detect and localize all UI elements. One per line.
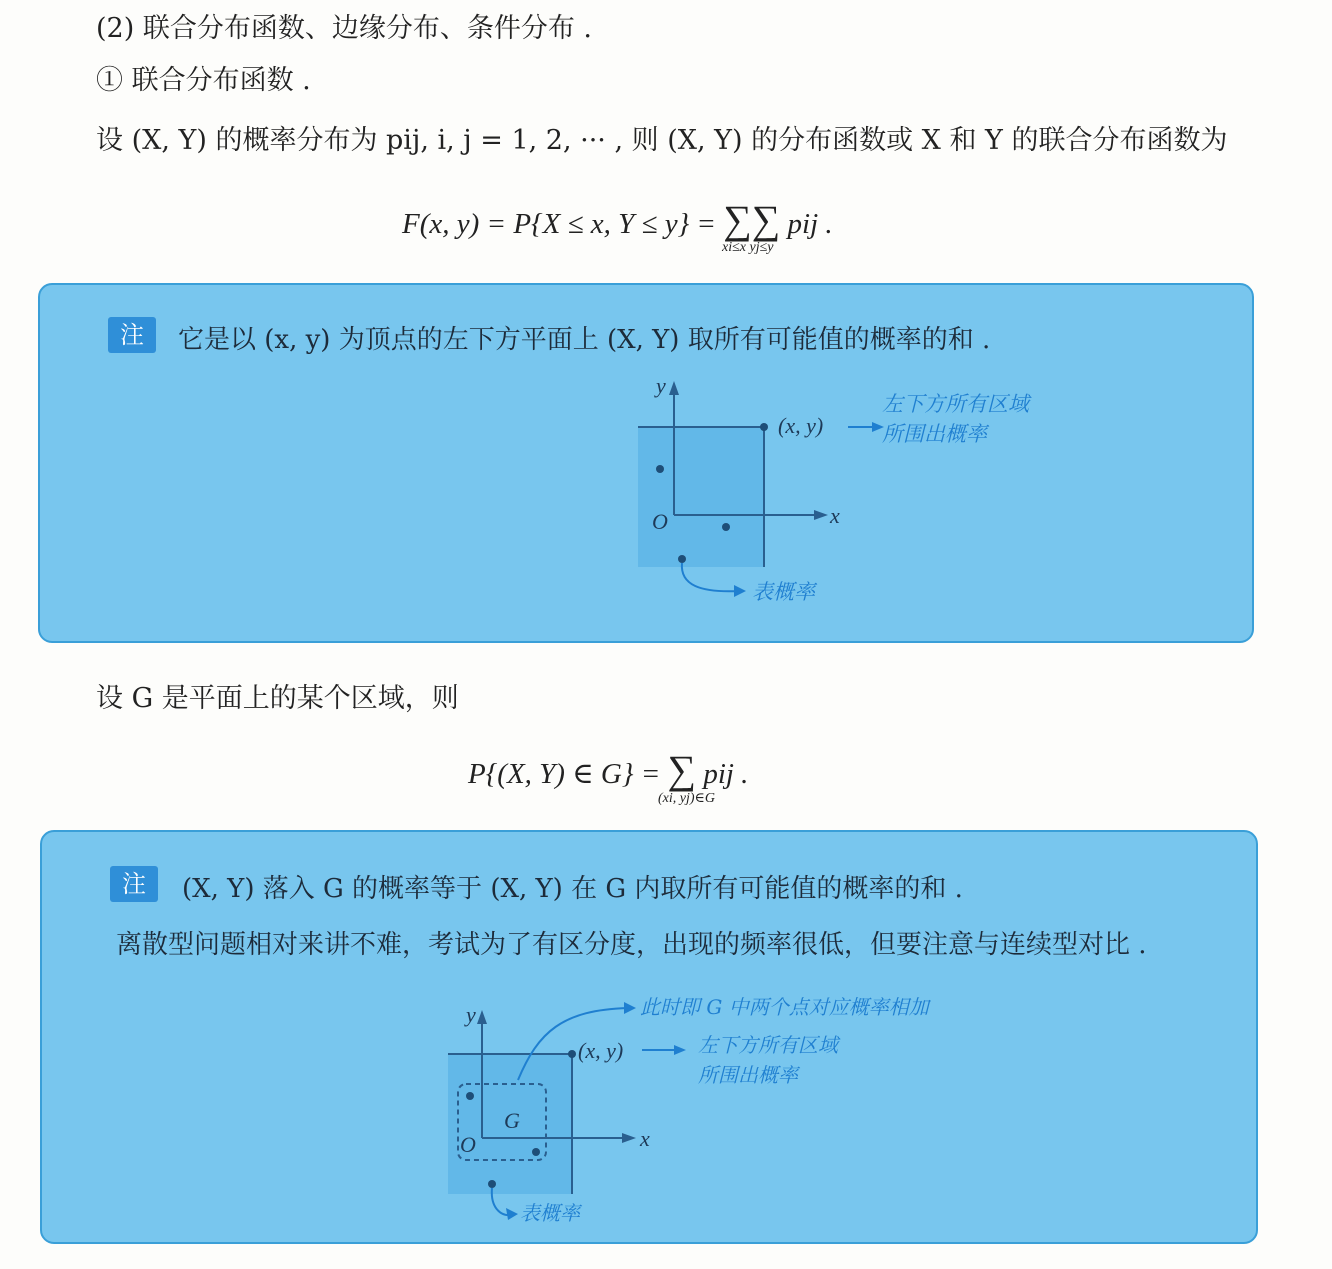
note2-annotation3: 表概率 bbox=[520, 1201, 580, 1225]
formula1-subscript: xi≤x yj≤y bbox=[722, 240, 774, 255]
formula2-subscript: (xi, yj)∈G bbox=[658, 791, 716, 806]
note-box-2 bbox=[40, 830, 1258, 1244]
note2-y-label: y bbox=[466, 1002, 476, 1027]
formula1-term: pij . bbox=[787, 208, 833, 240]
note2-point bbox=[532, 1148, 540, 1156]
formula-joint-distribution bbox=[402, 196, 833, 243]
formula2-lhs: P{(X, Y) ∈ G} = bbox=[468, 758, 661, 790]
formula1-sum-symbol: ∑∑ bbox=[723, 197, 781, 242]
note1-annotation1: 左下方所有区域 bbox=[882, 392, 1029, 416]
note1-point-label: (x, y) bbox=[778, 413, 824, 438]
note2-line1: (X, Y) 落入 G 的概率等于 (X, Y) 在 G 内取所有可能值的概率的和 . bbox=[182, 874, 963, 904]
formula-region-probability bbox=[468, 746, 748, 793]
formula1-lhs: F(x, y) = P{X ≤ x, Y ≤ y} = bbox=[402, 208, 716, 240]
note1-vertex-point bbox=[760, 423, 768, 431]
note2-point bbox=[466, 1092, 474, 1100]
note1-x-label: x bbox=[830, 503, 840, 528]
note2-point bbox=[488, 1180, 496, 1188]
note-tag-icon: 注 bbox=[108, 317, 156, 353]
note1-diagram bbox=[40, 285, 1252, 641]
region-paragraph: 设 G 是平面上的某个区域，则 bbox=[96, 683, 459, 714]
subsection-heading: ① 联合分布函数 . bbox=[96, 65, 311, 96]
section-heading: (2) 联合分布函数、边缘分布、条件分布 . bbox=[96, 13, 592, 44]
note1-y-label: y bbox=[656, 373, 666, 398]
note-tag-icon: 注 bbox=[110, 866, 158, 902]
note2-annotation-top: 此时即 G 中两个点对应概率相加 bbox=[640, 995, 929, 1019]
note2-point-label: (x, y) bbox=[578, 1038, 624, 1063]
note1-origin-label: O bbox=[652, 509, 668, 534]
note1-point bbox=[656, 465, 664, 473]
note2-diagram bbox=[42, 832, 1256, 1242]
note1-point bbox=[678, 555, 686, 563]
note1-shaded-region bbox=[638, 427, 764, 567]
note1-point bbox=[722, 523, 730, 531]
note1-annotation2: 所围出概率 bbox=[882, 422, 987, 446]
note2-annotation2: 所围出概率 bbox=[698, 1063, 798, 1087]
note-box-1 bbox=[38, 283, 1254, 643]
note2-origin-label: O bbox=[460, 1132, 476, 1157]
note2-region-label: G bbox=[504, 1108, 520, 1133]
note1-text: 它是以 (x, y) 为顶点的左下方平面上 (X, Y) 取所有可能值的概率的和 . bbox=[178, 325, 991, 355]
note2-annotation1: 左下方所有区域 bbox=[698, 1033, 838, 1057]
formula2-sum-symbol: ∑ bbox=[667, 747, 697, 792]
note1-annotation3: 表概率 bbox=[752, 580, 815, 604]
intro-paragraph: 设 (X, Y) 的概率分布为 pij, i, j = 1, 2, ··· , 则 (X, Y) 的分布函数或 X 和 Y 的联合分布函数为 bbox=[96, 125, 1228, 156]
note2-vertex-point bbox=[568, 1050, 576, 1058]
note2-line2: 离散型问题相对来讲不难，考试为了有区分度，出现的频率很低，但要注意与连续型对比 . bbox=[116, 930, 1147, 960]
formula2-term: pij . bbox=[703, 758, 749, 790]
note2-x-label: x bbox=[640, 1126, 650, 1151]
